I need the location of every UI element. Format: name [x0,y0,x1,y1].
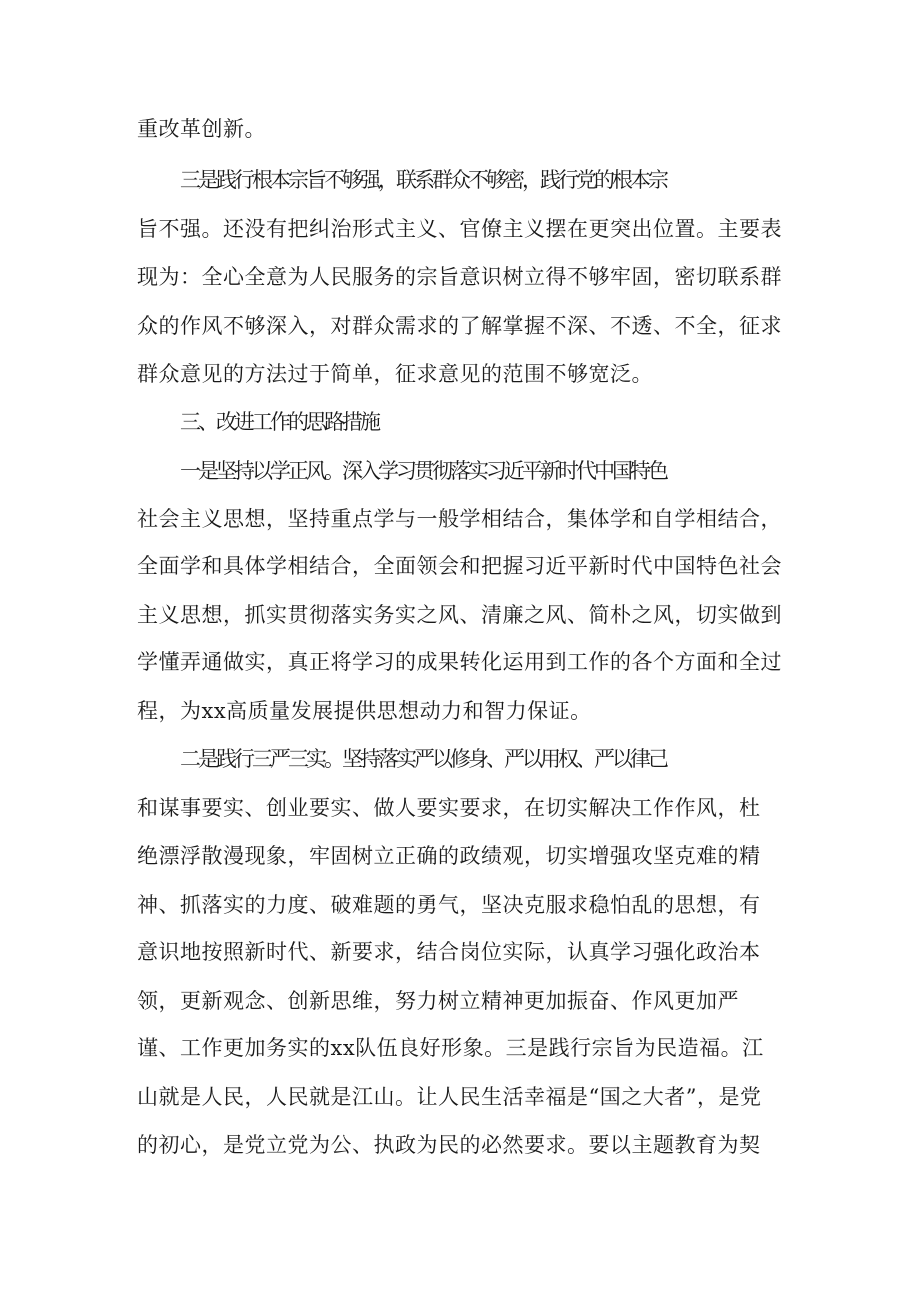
text-line: 程，为xx高质量发展提供思想动力和智力保证。 [137,699,592,723]
text-line: 众的作风不够深入，对群众需求的了解掌握不深、不透、不全，征求 [137,314,782,338]
text-line: 和谋事要实、创业要实、做人要实要求，在切实解决工作作风，杜 [137,796,761,820]
text-line: 山就是人民，人民就是江山。让人民生活幸福是“国之大者”，是党 [137,1085,762,1109]
text-line: 谨、工作更加务实的xx队伍良好形象。三是践行宗旨为民造福。江 [137,1036,764,1060]
text-line: 社会主义思想，坚持重点学与一般学相结合，集体学和自学相结合， [137,507,782,531]
text-line: 群众意见的方法过于简单，征求意见的范围不够宽泛。 [137,362,653,386]
section-heading: 三、改进工作的思路措施 [180,410,378,434]
text-line: 现为：全心全意为人民服务的宗旨意识树立得不够牢固，密切联系群 [137,265,782,289]
text-line: 三是践行根本宗旨不够强，联系群众不够密，践行党的根本宗 [180,168,666,192]
text-line: 学懂弄通做实，真正将学习的成果转化运用到工作的各个方面和全过 [137,650,782,674]
text-line: 意识地按照新时代、新要求，结合岗位实际，认真学习强化政治本 [137,940,761,964]
text-line: 领，更新观念、创新思维，努力树立精神更加振奋、作风更加严 [137,989,739,1013]
text-line: 一是坚持以学正风。深入学习贯彻落实习近平新时代中国特色 [180,459,666,483]
text-line: 重改革创新。 [137,117,266,141]
text-line: 主义思想，抓实贯彻落实务实之风、清廉之风、简朴之风，切实做到 [137,603,782,627]
text-line: 旨不强。还没有把纠治形式主义、官僚主义摆在更突出位置。主要表 [137,217,782,241]
text-line: 二是践行三严三实。坚持落实严以修身、严以用权、严以律己 [180,747,666,771]
text-line: 神、抓落实的力度、破难题的勇气，坚决克服求稳怕乱的思想，有 [137,893,761,917]
text-line: 的初心，是党立党为公、执政为民的必然要求。要以主题教育为契 [137,1133,761,1157]
text-line: 绝漂浮散漫现象，牢固树立正确的政绩观，切实增强攻坚克难的精 [137,844,761,868]
text-line: 全面学和具体学相结合，全面领会和把握习近平新时代中国特色社会 [137,554,782,578]
